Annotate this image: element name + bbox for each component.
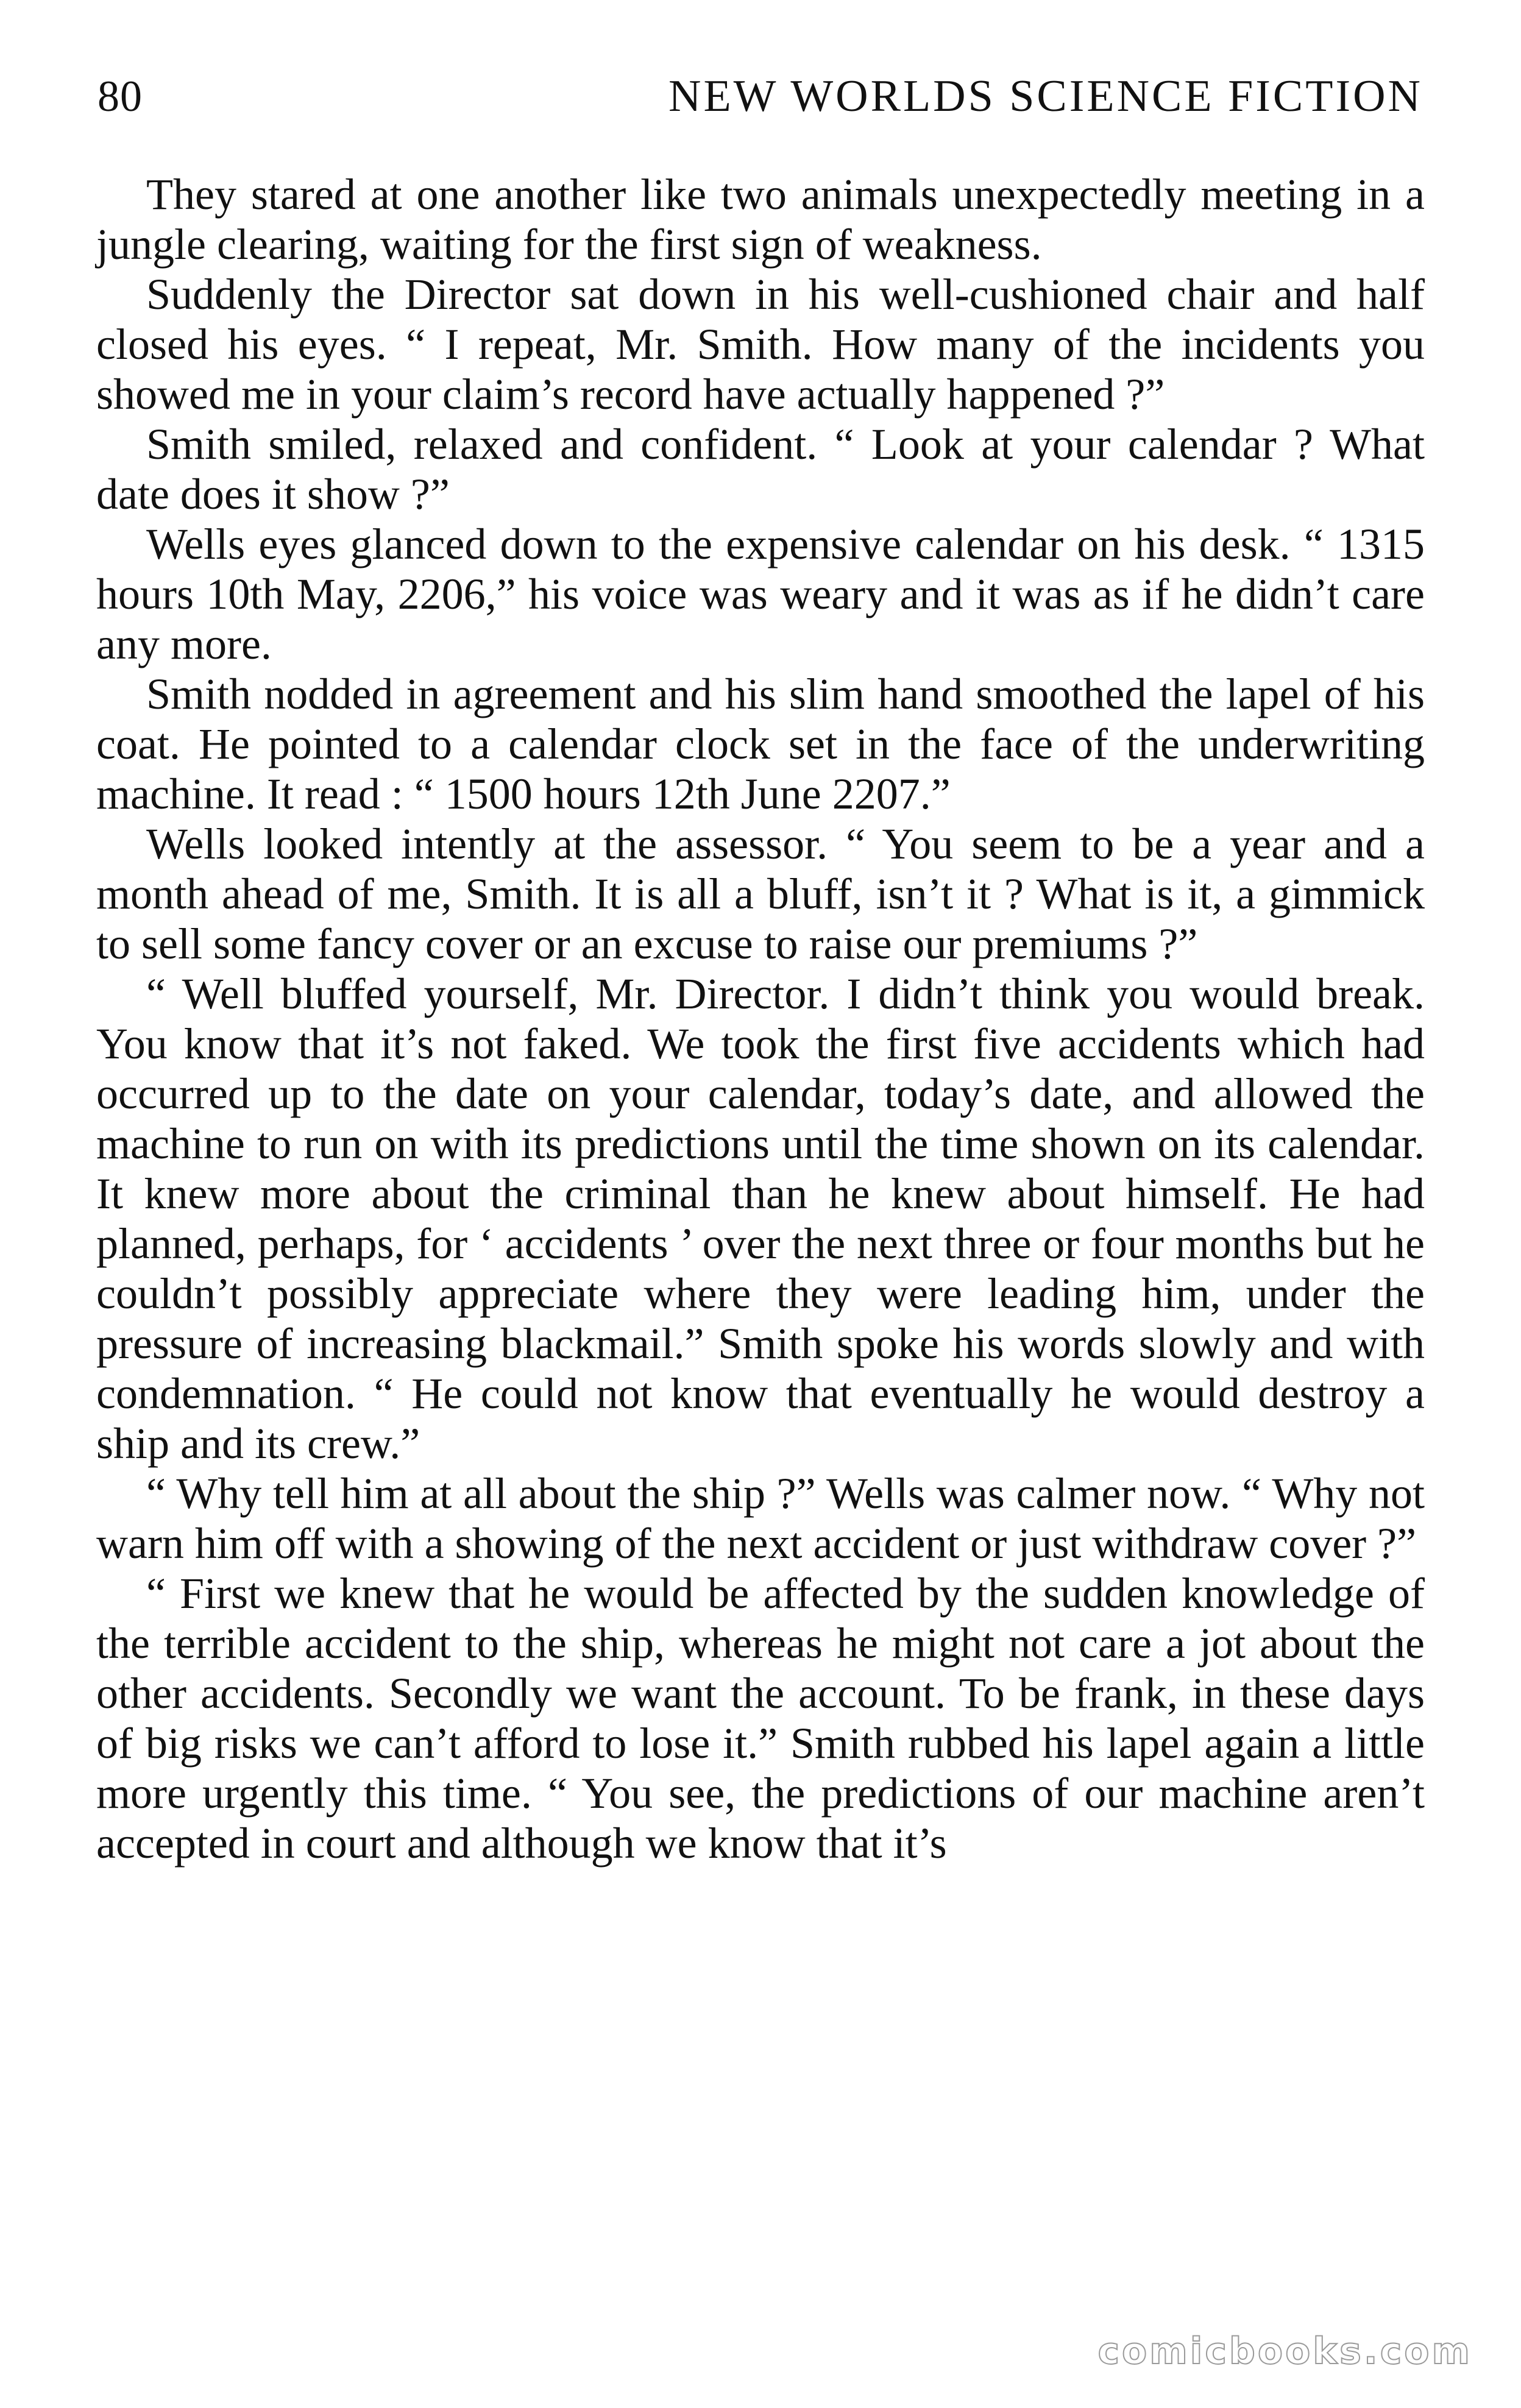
paragraph: “ Well bluffed yourself, Mr. Director. I didn’t think you would break. You know that it’s not faked. We took the first five accidents which had occurred up to the date on your calendar, today’s date, and allowed the machine to run on with its predictions until the time shown on its calendar. It knew more about the criminal than he knew about himself. He had planned, perhaps, for ‘ accidents ’ over the next three or four months but he couldn’t possibly appreciate where they were leading him, under the pressure of increasing blackmail.” Smith spoke his words slowly and with condemnation. “ He could not know that eventually he would destroy a ship and its crew.” (96, 969, 1425, 1468)
page-number: 80 (98, 72, 143, 121)
paragraph: Wells looked intently at the assessor. “ You seem to be a year and a month ahead of me, Smith. It is all a bluff, isn’t it ? What is it, a gimmick to sell some fancy cover or an excuse to raise our premiums ?” (96, 820, 1425, 968)
page-header (98, 66, 1423, 133)
paragraph: Suddenly the Director sat down in his well-cushioned chair and half closed his eyes. “ I repeat, Mr. Smith. How many of the incidents you showed me in your claim’s record have actually happened ?” (96, 270, 1425, 419)
paragraph: They stared at one another like two animals unexpectedly meeting in a jungle clearing, waiting for the first sign of weakness. (96, 170, 1425, 269)
story-text (96, 169, 1425, 1868)
running-title: NEW WORLDS SCIENCE FICTION (668, 71, 1423, 121)
site-watermark: comicbooks.com (1097, 2330, 1472, 2373)
paragraph: Smith smiled, relaxed and confident. “ Look at your calendar ? What date does it show ?” (96, 420, 1425, 519)
paragraph: “ Why tell him at all about the ship ?” Wells was calmer now. “ Why not warn him off with a showing of the next accident or just withdraw cover ?” (96, 1469, 1425, 1568)
paragraph: Wells eyes glanced down to the expensive calendar on his desk. “ 1315 hours 10th May, 2206,” his voice was weary and it was as if he didn’t care any more. (96, 520, 1425, 668)
paragraph: Smith nodded in agreement and his slim hand smoothed the lapel of his coat. He pointed to a calendar clock set in the face of the underwriting machine. It read : “ 1500 hours 12th June 2207.” (96, 670, 1425, 818)
paragraph: “ First we knew that he would be affected by the sudden knowledge of the terrible accident to the ship, whereas he might not care a jot about the other accidents. Secondly we want the account. To be frank, in these days of big risks we can’t afford to lose it.” Smith rubbed his lapel again a little more urgently this time. “ You see, the predictions of our machine aren’t accepted in court and although we know that it’s (96, 1569, 1425, 1868)
